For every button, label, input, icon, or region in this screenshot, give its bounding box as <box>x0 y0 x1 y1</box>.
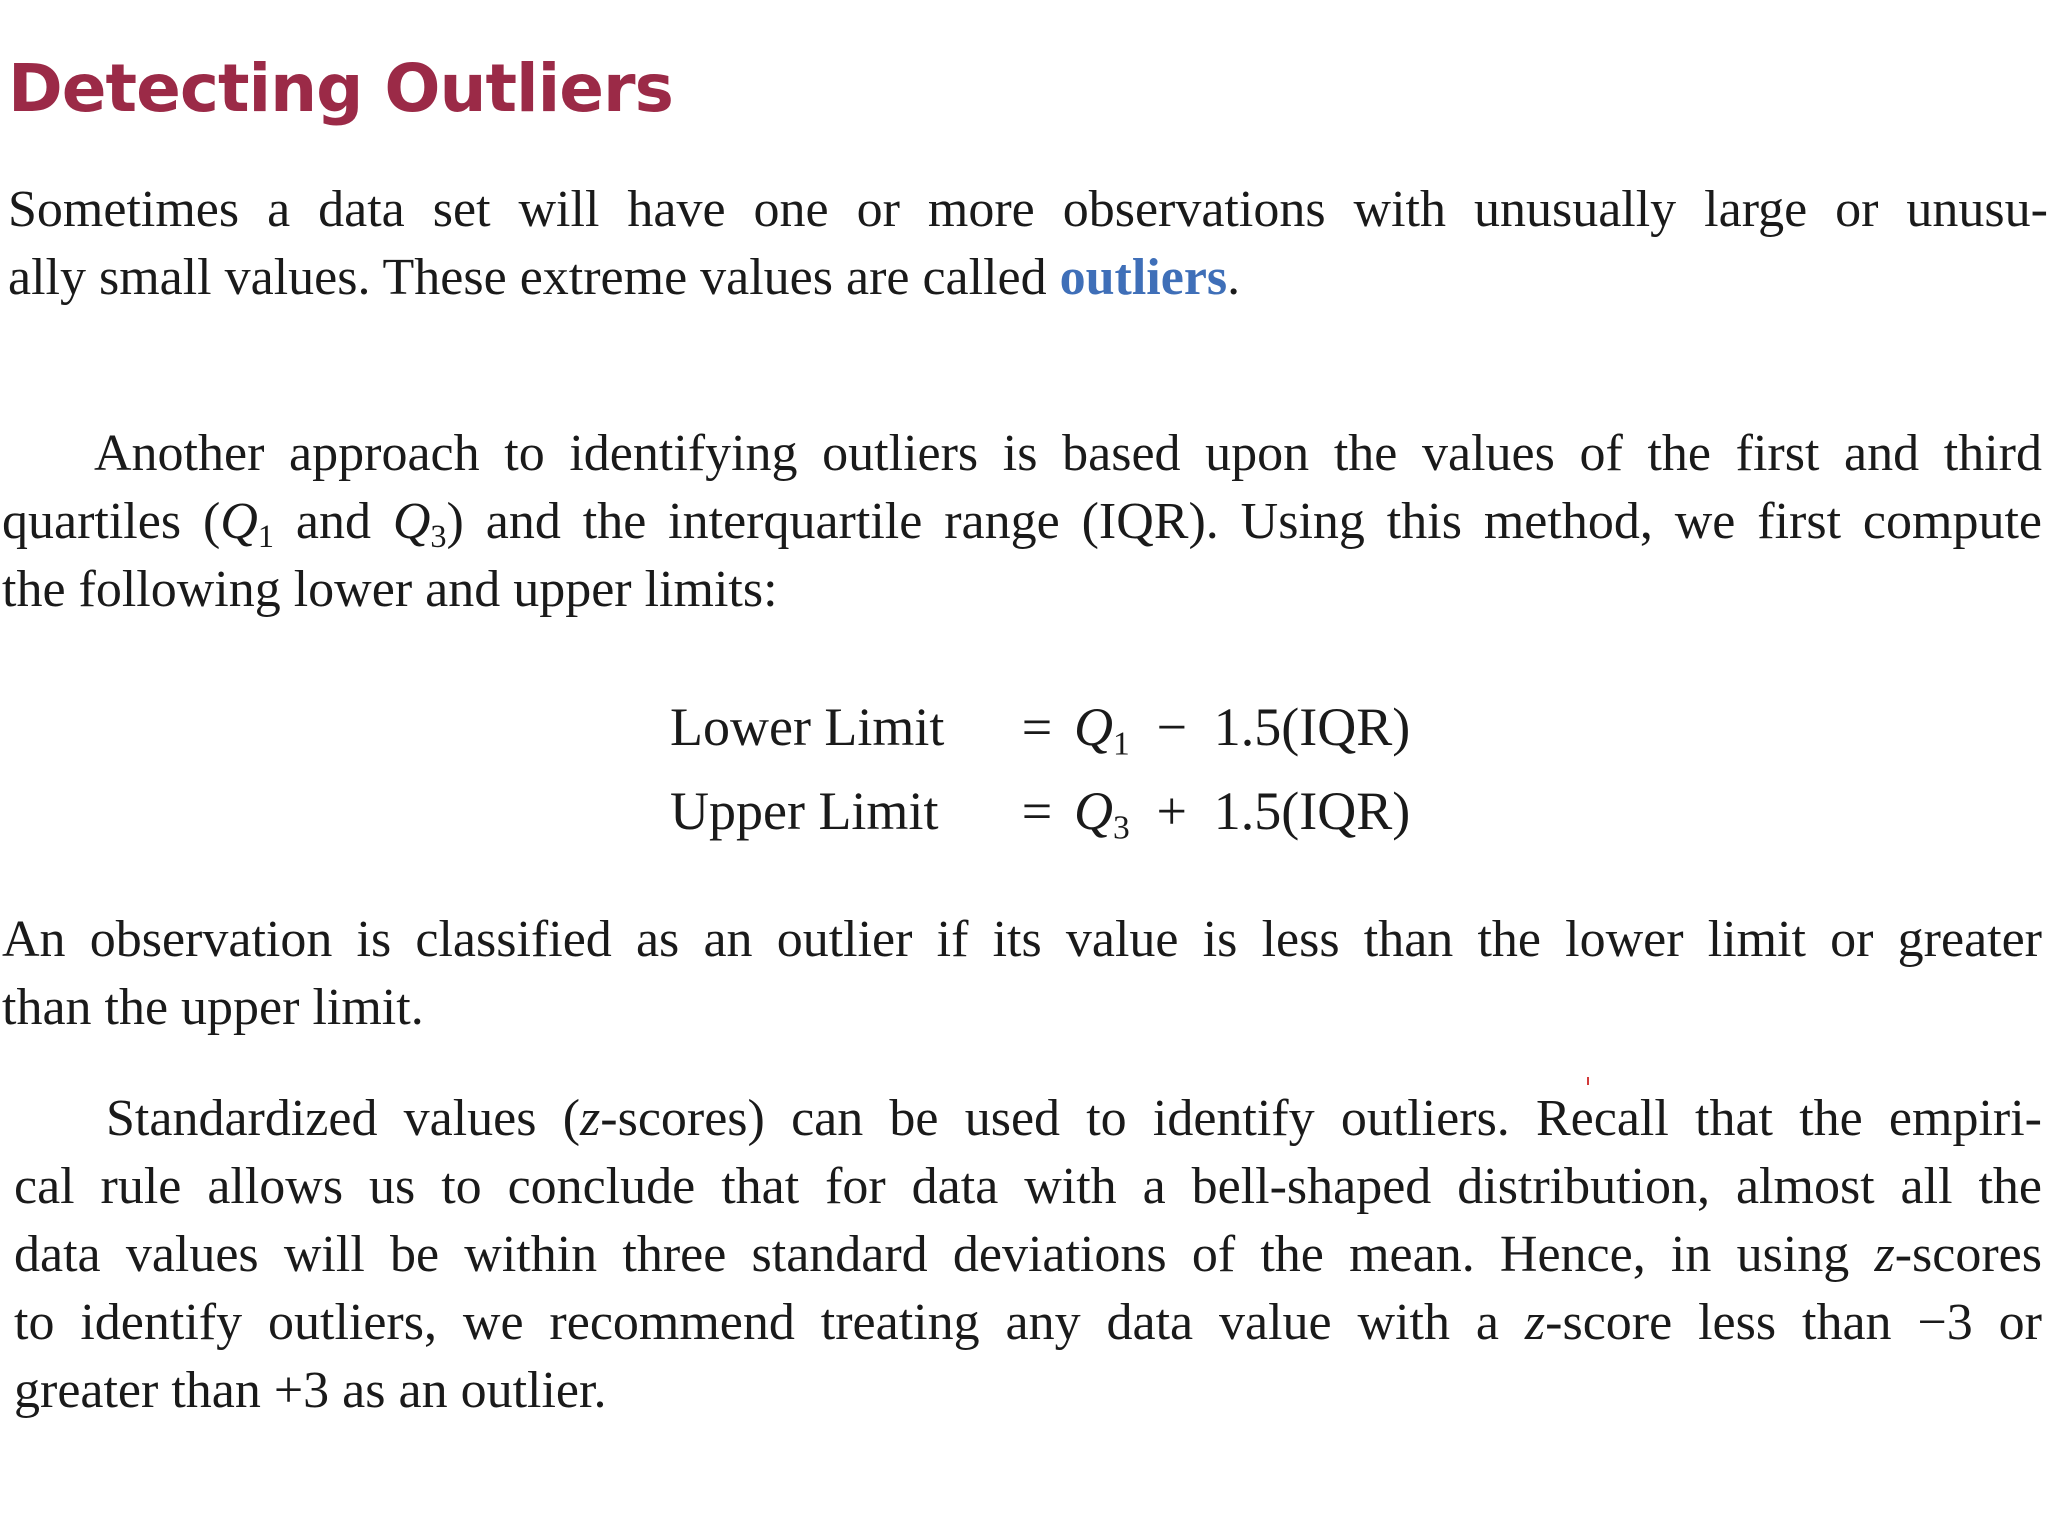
upper-iqr-term: 1.5(IQR) <box>1213 781 1411 841</box>
upper-equals: = <box>1021 781 1053 841</box>
lower-iqr-term: 1.5(IQR) <box>1213 697 1411 757</box>
intro-line-1: Sometimes a data set will have one or more observations with unusually large or unusu- <box>8 181 2048 238</box>
zscores-line-3-b: -scores <box>1894 1226 2042 1283</box>
zscores-line-3 <box>14 1221 2042 1289</box>
zscores-line-1 <box>14 1085 2042 1153</box>
upper-limit-label: Upper Limit <box>670 781 939 841</box>
quartiles-line-2 <box>2 488 2042 556</box>
minus-sign: − <box>1156 697 1187 757</box>
zscores-line-3-a: data values will be within three standard deviations of the mean. Hence, in using <box>14 1226 1875 1283</box>
zscores-line-4-b: -score less than −3 or <box>1545 1294 2042 1351</box>
q3-subscript: 3 <box>430 518 447 555</box>
quartiles-line-1 <box>2 420 2042 488</box>
quartiles-line-3: the following lower and upper limits: <box>2 561 778 618</box>
plus-sign: + <box>1156 781 1187 841</box>
zscores-line-4 <box>14 1289 2042 1357</box>
z-symbol-2: z <box>1874 1226 1895 1283</box>
classification-paragraph <box>2 906 2042 1042</box>
intro-line-2 <box>8 244 2048 312</box>
zscores-line-1-a: Standardized values ( <box>106 1090 581 1147</box>
quartiles-open: quartiles ( <box>2 493 221 550</box>
upper-limit-formula <box>670 781 1411 847</box>
section-heading: Detecting Outliers <box>8 50 673 127</box>
lower-q1-subscript: 1 <box>1113 725 1130 763</box>
intro-line-2-text: ally small values. These extreme values are called <box>8 249 1060 306</box>
zscores-line-2: cal rule allows us to conclude that for data with a bell-shaped distribution, almost all the <box>14 1158 2042 1215</box>
zscores-line-4-a: to identify outliers, we recommend treating any data value with a <box>14 1294 1525 1351</box>
z-symbol-1: z <box>580 1090 601 1147</box>
outliers-term: outliers <box>1059 249 1228 306</box>
intro-period: . <box>1227 249 1241 306</box>
lower-limit-label: Lower Limit <box>670 697 945 757</box>
zscores-line-1-b: -scores) can be used to identify outliers. Recall that the empiri- <box>600 1090 2042 1147</box>
lower-q1-symbol: Q <box>1074 697 1113 757</box>
q1-subscript: 1 <box>257 518 274 555</box>
quartiles-line-2-rest: ) and the interquartile range (IQR). Using this method, we first compute <box>446 493 2042 550</box>
upper-q3-subscript: 3 <box>1113 809 1130 847</box>
lower-equals: = <box>1021 697 1053 757</box>
quartiles-and: and <box>273 493 393 550</box>
upper-q3-symbol: Q <box>1074 781 1113 841</box>
classification-line-2: than the upper limit. <box>2 979 424 1036</box>
quartiles-line-1-text: Another approach to identifying outliers is based upon the values of the first and third <box>94 425 2042 482</box>
z-symbol-3: z <box>1524 1294 1546 1351</box>
zscores-line-5: greater than +3 as an outlier. <box>14 1362 607 1419</box>
lower-limit-formula <box>670 697 1411 763</box>
annotation-mark <box>1587 1077 1589 1085</box>
quartiles-paragraph <box>2 420 2042 624</box>
intro-paragraph <box>8 176 2048 312</box>
q1-symbol: Q <box>220 493 258 550</box>
q3-symbol: Q <box>392 493 431 550</box>
classification-line-1: An observation is classified as an outlier if its value is less than the lower limit or greater <box>2 911 2042 968</box>
zscores-paragraph <box>14 1085 2042 1425</box>
